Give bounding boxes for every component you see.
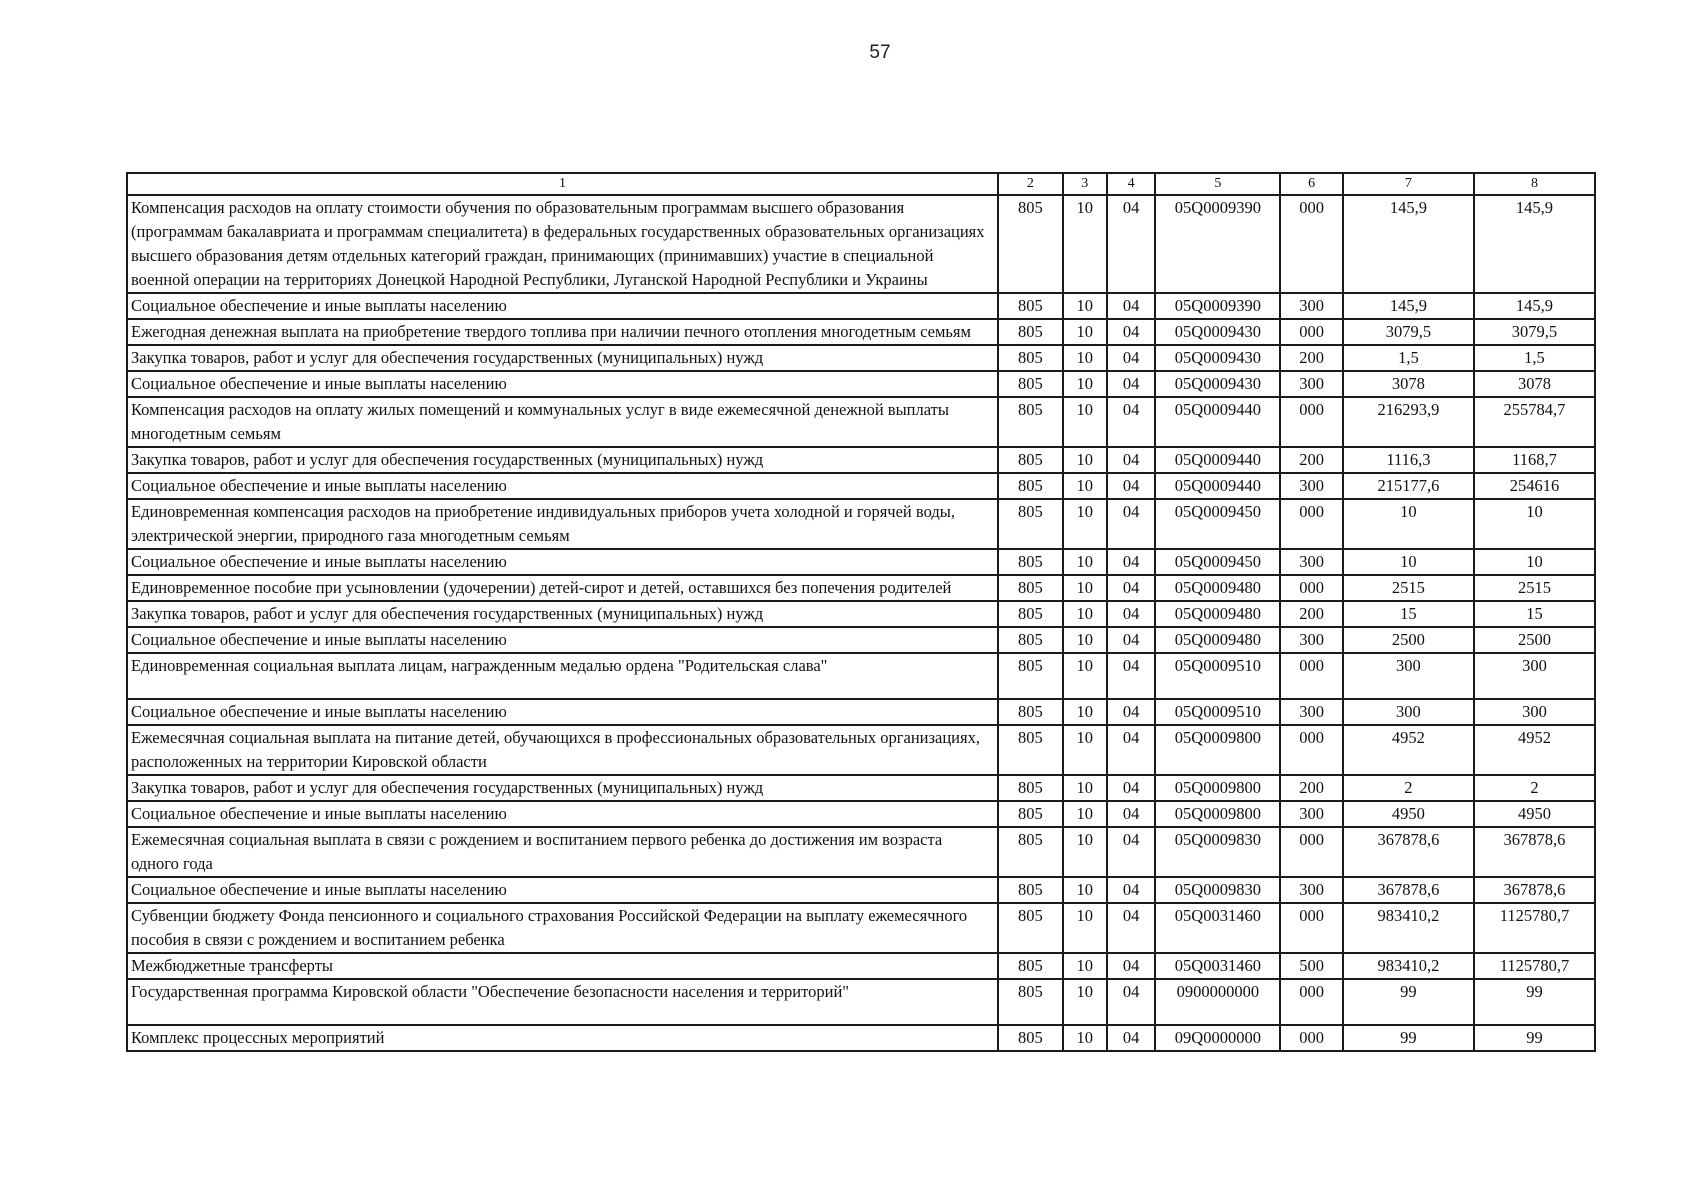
amount-year2-cell: 1,5 — [1474, 345, 1595, 371]
expense-type-cell: 300 — [1280, 627, 1343, 653]
section-code-cell: 10 — [1063, 953, 1107, 979]
budget-table — [126, 172, 1596, 1052]
ministry-code-cell: 805 — [998, 903, 1063, 953]
target-article-cell: 05Q0009510 — [1155, 653, 1280, 699]
header-cell: 1 — [127, 173, 998, 195]
ministry-code-cell: 805 — [998, 877, 1063, 903]
expense-name-cell: Социальное обеспечение и иные выплаты населению — [127, 473, 998, 499]
subsection-code-cell: 04 — [1107, 953, 1155, 979]
table-row — [127, 473, 1595, 499]
amount-year1-cell: 216293,9 — [1343, 397, 1474, 447]
expense-type-cell: 500 — [1280, 953, 1343, 979]
expense-type-cell: 300 — [1280, 371, 1343, 397]
amount-year1-cell: 10 — [1343, 549, 1474, 575]
target-article-cell: 05Q0009440 — [1155, 397, 1280, 447]
subsection-code-cell: 04 — [1107, 601, 1155, 627]
section-code-cell: 10 — [1063, 293, 1107, 319]
section-code-cell: 10 — [1063, 371, 1107, 397]
ministry-code-cell: 805 — [998, 499, 1063, 549]
expense-name-cell: Межбюджетные трансферты — [127, 953, 998, 979]
expense-type-cell: 000 — [1280, 499, 1343, 549]
section-code-cell: 10 — [1063, 653, 1107, 699]
table-row — [127, 195, 1595, 293]
section-code-cell: 10 — [1063, 877, 1107, 903]
expense-name-cell: Ежемесячная социальная выплата в связи с рождением и воспитанием первого ребенка до достижения им возраста одного года — [127, 827, 998, 877]
expense-type-cell: 200 — [1280, 345, 1343, 371]
ministry-code-cell: 805 — [998, 979, 1063, 1025]
expense-name-cell: Закупка товаров, работ и услуг для обеспечения государственных (муниципальных) нужд — [127, 601, 998, 627]
expense-type-cell: 300 — [1280, 801, 1343, 827]
ministry-code-cell: 805 — [998, 627, 1063, 653]
amount-year1-cell: 367878,6 — [1343, 827, 1474, 877]
table-row — [127, 549, 1595, 575]
table-row — [127, 319, 1595, 345]
subsection-code-cell: 04 — [1107, 653, 1155, 699]
ministry-code-cell: 805 — [998, 827, 1063, 877]
table-row — [127, 877, 1595, 903]
expense-name-cell: Единовременная социальная выплата лицам, награжденным медалью ордена "Родительская слава" — [127, 653, 998, 699]
ministry-code-cell: 805 — [998, 397, 1063, 447]
expense-name-cell: Социальное обеспечение и иные выплаты населению — [127, 877, 998, 903]
amount-year2-cell: 1125780,7 — [1474, 953, 1595, 979]
table-row — [127, 903, 1595, 953]
amount-year2-cell: 2 — [1474, 775, 1595, 801]
target-article-cell: 05Q0009830 — [1155, 877, 1280, 903]
table-row — [127, 801, 1595, 827]
subsection-code-cell: 04 — [1107, 345, 1155, 371]
header-cell: 8 — [1474, 173, 1595, 195]
amount-year2-cell: 300 — [1474, 699, 1595, 725]
amount-year2-cell: 99 — [1474, 979, 1595, 1025]
amount-year2-cell: 10 — [1474, 499, 1595, 549]
table-row — [127, 827, 1595, 877]
section-code-cell: 10 — [1063, 345, 1107, 371]
ministry-code-cell: 805 — [998, 725, 1063, 775]
amount-year2-cell: 367878,6 — [1474, 877, 1595, 903]
table-row — [127, 601, 1595, 627]
subsection-code-cell: 04 — [1107, 293, 1155, 319]
target-article-cell: 05Q0009430 — [1155, 319, 1280, 345]
table-row — [127, 699, 1595, 725]
ministry-code-cell: 805 — [998, 371, 1063, 397]
target-article-cell: 0900000000 — [1155, 979, 1280, 1025]
subsection-code-cell: 04 — [1107, 447, 1155, 473]
expense-name-cell: Ежемесячная социальная выплата на питание детей, обучающихся в профессиональных образовательных организациях, расположенных на территории Кировской области — [127, 725, 998, 775]
ministry-code-cell: 805 — [998, 601, 1063, 627]
expense-name-cell: Комплекс процессных мероприятий — [127, 1025, 998, 1051]
amount-year1-cell: 2 — [1343, 775, 1474, 801]
target-article-cell: 05Q0009440 — [1155, 447, 1280, 473]
expense-type-cell: 000 — [1280, 1025, 1343, 1051]
section-code-cell: 10 — [1063, 775, 1107, 801]
ministry-code-cell: 805 — [998, 293, 1063, 319]
amount-year2-cell: 254616 — [1474, 473, 1595, 499]
amount-year1-cell: 4950 — [1343, 801, 1474, 827]
target-article-cell: 05Q0009510 — [1155, 699, 1280, 725]
ministry-code-cell: 805 — [998, 195, 1063, 293]
table-row — [127, 1025, 1595, 1051]
expense-type-cell: 000 — [1280, 725, 1343, 775]
amount-year2-cell: 367878,6 — [1474, 827, 1595, 877]
target-article-cell: 05Q0031460 — [1155, 903, 1280, 953]
ministry-code-cell: 805 — [998, 699, 1063, 725]
section-code-cell: 10 — [1063, 473, 1107, 499]
expense-name-cell: Государственная программа Кировской области "Обеспечение безопасности населения и территорий" — [127, 979, 998, 1025]
expense-type-cell: 200 — [1280, 601, 1343, 627]
subsection-code-cell: 04 — [1107, 877, 1155, 903]
amount-year2-cell: 1125780,7 — [1474, 903, 1595, 953]
subsection-code-cell: 04 — [1107, 775, 1155, 801]
subsection-code-cell: 04 — [1107, 699, 1155, 725]
subsection-code-cell: 04 — [1107, 801, 1155, 827]
target-article-cell: 05Q0009430 — [1155, 371, 1280, 397]
subsection-code-cell: 04 — [1107, 549, 1155, 575]
expense-type-cell: 000 — [1280, 903, 1343, 953]
amount-year1-cell: 983410,2 — [1343, 903, 1474, 953]
expense-name-cell: Социальное обеспечение и иные выплаты населению — [127, 627, 998, 653]
amount-year1-cell: 145,9 — [1343, 293, 1474, 319]
header-cell: 4 — [1107, 173, 1155, 195]
amount-year1-cell: 99 — [1343, 1025, 1474, 1051]
section-code-cell: 10 — [1063, 601, 1107, 627]
ministry-code-cell: 805 — [998, 473, 1063, 499]
subsection-code-cell: 04 — [1107, 1025, 1155, 1051]
section-code-cell: 10 — [1063, 725, 1107, 775]
amount-year1-cell: 145,9 — [1343, 195, 1474, 293]
expense-name-cell: Социальное обеспечение и иные выплаты населению — [127, 549, 998, 575]
amount-year1-cell: 2500 — [1343, 627, 1474, 653]
ministry-code-cell: 805 — [998, 319, 1063, 345]
expense-type-cell: 300 — [1280, 473, 1343, 499]
header-row — [127, 173, 1595, 195]
expense-type-cell: 300 — [1280, 549, 1343, 575]
subsection-code-cell: 04 — [1107, 195, 1155, 293]
ministry-code-cell: 805 — [998, 953, 1063, 979]
amount-year1-cell: 1,5 — [1343, 345, 1474, 371]
amount-year1-cell: 3079,5 — [1343, 319, 1474, 345]
expense-type-cell: 000 — [1280, 397, 1343, 447]
ministry-code-cell: 805 — [998, 549, 1063, 575]
amount-year1-cell: 3078 — [1343, 371, 1474, 397]
amount-year2-cell: 145,9 — [1474, 195, 1595, 293]
target-article-cell: 05Q0009480 — [1155, 627, 1280, 653]
expense-name-cell: Социальное обеспечение и иные выплаты населению — [127, 371, 998, 397]
expense-type-cell: 000 — [1280, 319, 1343, 345]
section-code-cell: 10 — [1063, 979, 1107, 1025]
expense-name-cell: Социальное обеспечение и иные выплаты населению — [127, 699, 998, 725]
target-article-cell: 05Q0009800 — [1155, 775, 1280, 801]
target-article-cell: 05Q0009800 — [1155, 725, 1280, 775]
table-row — [127, 953, 1595, 979]
amount-year2-cell: 1168,7 — [1474, 447, 1595, 473]
expense-name-cell: Единовременная компенсация расходов на приобретение индивидуальных приборов учета холодной и горячей воды, электрической энергии, природного газа многодетным семьям — [127, 499, 998, 549]
expense-name-cell: Ежегодная денежная выплата на приобретение твердого топлива при наличии печного отопления многодетным семьям — [127, 319, 998, 345]
section-code-cell: 10 — [1063, 575, 1107, 601]
section-code-cell: 10 — [1063, 1025, 1107, 1051]
ministry-code-cell: 805 — [998, 801, 1063, 827]
expense-type-cell: 200 — [1280, 775, 1343, 801]
subsection-code-cell: 04 — [1107, 371, 1155, 397]
target-article-cell: 05Q0009450 — [1155, 499, 1280, 549]
amount-year2-cell: 15 — [1474, 601, 1595, 627]
amount-year1-cell: 300 — [1343, 699, 1474, 725]
amount-year2-cell: 145,9 — [1474, 293, 1595, 319]
table-row — [127, 293, 1595, 319]
amount-year1-cell: 367878,6 — [1343, 877, 1474, 903]
expense-type-cell: 000 — [1280, 827, 1343, 877]
amount-year2-cell: 255784,7 — [1474, 397, 1595, 447]
amount-year2-cell: 10 — [1474, 549, 1595, 575]
table-row — [127, 371, 1595, 397]
subsection-code-cell: 04 — [1107, 827, 1155, 877]
table-row — [127, 979, 1595, 1025]
section-code-cell: 10 — [1063, 549, 1107, 575]
target-article-cell: 05Q0009450 — [1155, 549, 1280, 575]
ministry-code-cell: 805 — [998, 447, 1063, 473]
section-code-cell: 10 — [1063, 699, 1107, 725]
target-article-cell: 05Q0009430 — [1155, 345, 1280, 371]
expense-type-cell: 300 — [1280, 877, 1343, 903]
amount-year2-cell: 99 — [1474, 1025, 1595, 1051]
section-code-cell: 10 — [1063, 499, 1107, 549]
amount-year1-cell: 2515 — [1343, 575, 1474, 601]
table-row — [127, 653, 1595, 699]
subsection-code-cell: 04 — [1107, 397, 1155, 447]
section-code-cell: 10 — [1063, 397, 1107, 447]
amount-year2-cell: 4950 — [1474, 801, 1595, 827]
header-cell: 6 — [1280, 173, 1343, 195]
amount-year1-cell: 215177,6 — [1343, 473, 1474, 499]
subsection-code-cell: 04 — [1107, 903, 1155, 953]
amount-year1-cell: 1116,3 — [1343, 447, 1474, 473]
amount-year1-cell: 99 — [1343, 979, 1474, 1025]
subsection-code-cell: 04 — [1107, 979, 1155, 1025]
amount-year2-cell: 4952 — [1474, 725, 1595, 775]
amount-year2-cell: 3078 — [1474, 371, 1595, 397]
amount-year1-cell: 10 — [1343, 499, 1474, 549]
amount-year2-cell: 3079,5 — [1474, 319, 1595, 345]
section-code-cell: 10 — [1063, 627, 1107, 653]
expense-type-cell: 200 — [1280, 447, 1343, 473]
target-article-cell: 05Q0031460 — [1155, 953, 1280, 979]
table-row — [127, 725, 1595, 775]
section-code-cell: 10 — [1063, 903, 1107, 953]
section-code-cell: 10 — [1063, 319, 1107, 345]
expense-name-cell: Субвенции бюджету Фонда пенсионного и социального страхования Российской Федерации на выплату ежемесячного пособия в связи с рождением и воспитанием ребенка — [127, 903, 998, 953]
target-article-cell: 05Q0009480 — [1155, 575, 1280, 601]
amount-year1-cell: 983410,2 — [1343, 953, 1474, 979]
amount-year1-cell: 15 — [1343, 601, 1474, 627]
expense-type-cell: 300 — [1280, 699, 1343, 725]
target-article-cell: 05Q0009440 — [1155, 473, 1280, 499]
ministry-code-cell: 805 — [998, 775, 1063, 801]
expense-name-cell: Закупка товаров, работ и услуг для обеспечения государственных (муниципальных) нужд — [127, 447, 998, 473]
section-code-cell: 10 — [1063, 827, 1107, 877]
subsection-code-cell: 04 — [1107, 473, 1155, 499]
expense-type-cell: 000 — [1280, 195, 1343, 293]
table-row — [127, 499, 1595, 549]
expense-name-cell: Закупка товаров, работ и услуг для обеспечения государственных (муниципальных) нужд — [127, 345, 998, 371]
ministry-code-cell: 805 — [998, 575, 1063, 601]
target-article-cell: 09Q0000000 — [1155, 1025, 1280, 1051]
page-number: 57 — [869, 42, 891, 63]
table-row — [127, 447, 1595, 473]
ministry-code-cell: 805 — [998, 1025, 1063, 1051]
subsection-code-cell: 04 — [1107, 627, 1155, 653]
section-code-cell: 10 — [1063, 801, 1107, 827]
subsection-code-cell: 04 — [1107, 319, 1155, 345]
ministry-code-cell: 805 — [998, 653, 1063, 699]
amount-year2-cell: 2500 — [1474, 627, 1595, 653]
section-code-cell: 10 — [1063, 447, 1107, 473]
table-row — [127, 627, 1595, 653]
amount-year1-cell: 300 — [1343, 653, 1474, 699]
amount-year1-cell: 4952 — [1343, 725, 1474, 775]
target-article-cell: 05Q0009830 — [1155, 827, 1280, 877]
expense-type-cell: 300 — [1280, 293, 1343, 319]
target-article-cell: 05Q0009480 — [1155, 601, 1280, 627]
target-article-cell: 05Q0009390 — [1155, 293, 1280, 319]
expense-name-cell: Социальное обеспечение и иные выплаты населению — [127, 293, 998, 319]
subsection-code-cell: 04 — [1107, 575, 1155, 601]
section-code-cell: 10 — [1063, 195, 1107, 293]
header-cell: 5 — [1155, 173, 1280, 195]
header-cell: 3 — [1063, 173, 1107, 195]
subsection-code-cell: 04 — [1107, 725, 1155, 775]
header-cell: 7 — [1343, 173, 1474, 195]
table-row — [127, 345, 1595, 371]
header-cell: 2 — [998, 173, 1063, 195]
target-article-cell: 05Q0009800 — [1155, 801, 1280, 827]
expense-type-cell: 000 — [1280, 653, 1343, 699]
ministry-code-cell: 805 — [998, 345, 1063, 371]
amount-year2-cell: 2515 — [1474, 575, 1595, 601]
expense-name-cell: Социальное обеспечение и иные выплаты населению — [127, 801, 998, 827]
table-row — [127, 575, 1595, 601]
amount-year2-cell: 300 — [1474, 653, 1595, 699]
table-row — [127, 397, 1595, 447]
expense-name-cell: Компенсация расходов на оплату стоимости обучения по образовательным программам высшего образования (программам бакалавриата и программам специалитета) в федеральных государственных образовательных организациях высшего образования детям отдельных категорий граждан, принимающих (принимавших) участие в специальной военной операции на территориях Донецкой Народной Республики, Луганской Народной Республики и Украины — [127, 195, 998, 293]
expense-name-cell: Единовременное пособие при усыновлении (удочерении) детей-сирот и детей, оставшихся без попечения родителей — [127, 575, 998, 601]
table-row — [127, 775, 1595, 801]
target-article-cell: 05Q0009390 — [1155, 195, 1280, 293]
expense-type-cell: 000 — [1280, 979, 1343, 1025]
expense-type-cell: 000 — [1280, 575, 1343, 601]
expense-name-cell: Компенсация расходов на оплату жилых помещений и коммунальных услуг в виде ежемесячной денежной выплаты многодетным семьям — [127, 397, 998, 447]
expense-name-cell: Закупка товаров, работ и услуг для обеспечения государственных (муниципальных) нужд — [127, 775, 998, 801]
subsection-code-cell: 04 — [1107, 499, 1155, 549]
